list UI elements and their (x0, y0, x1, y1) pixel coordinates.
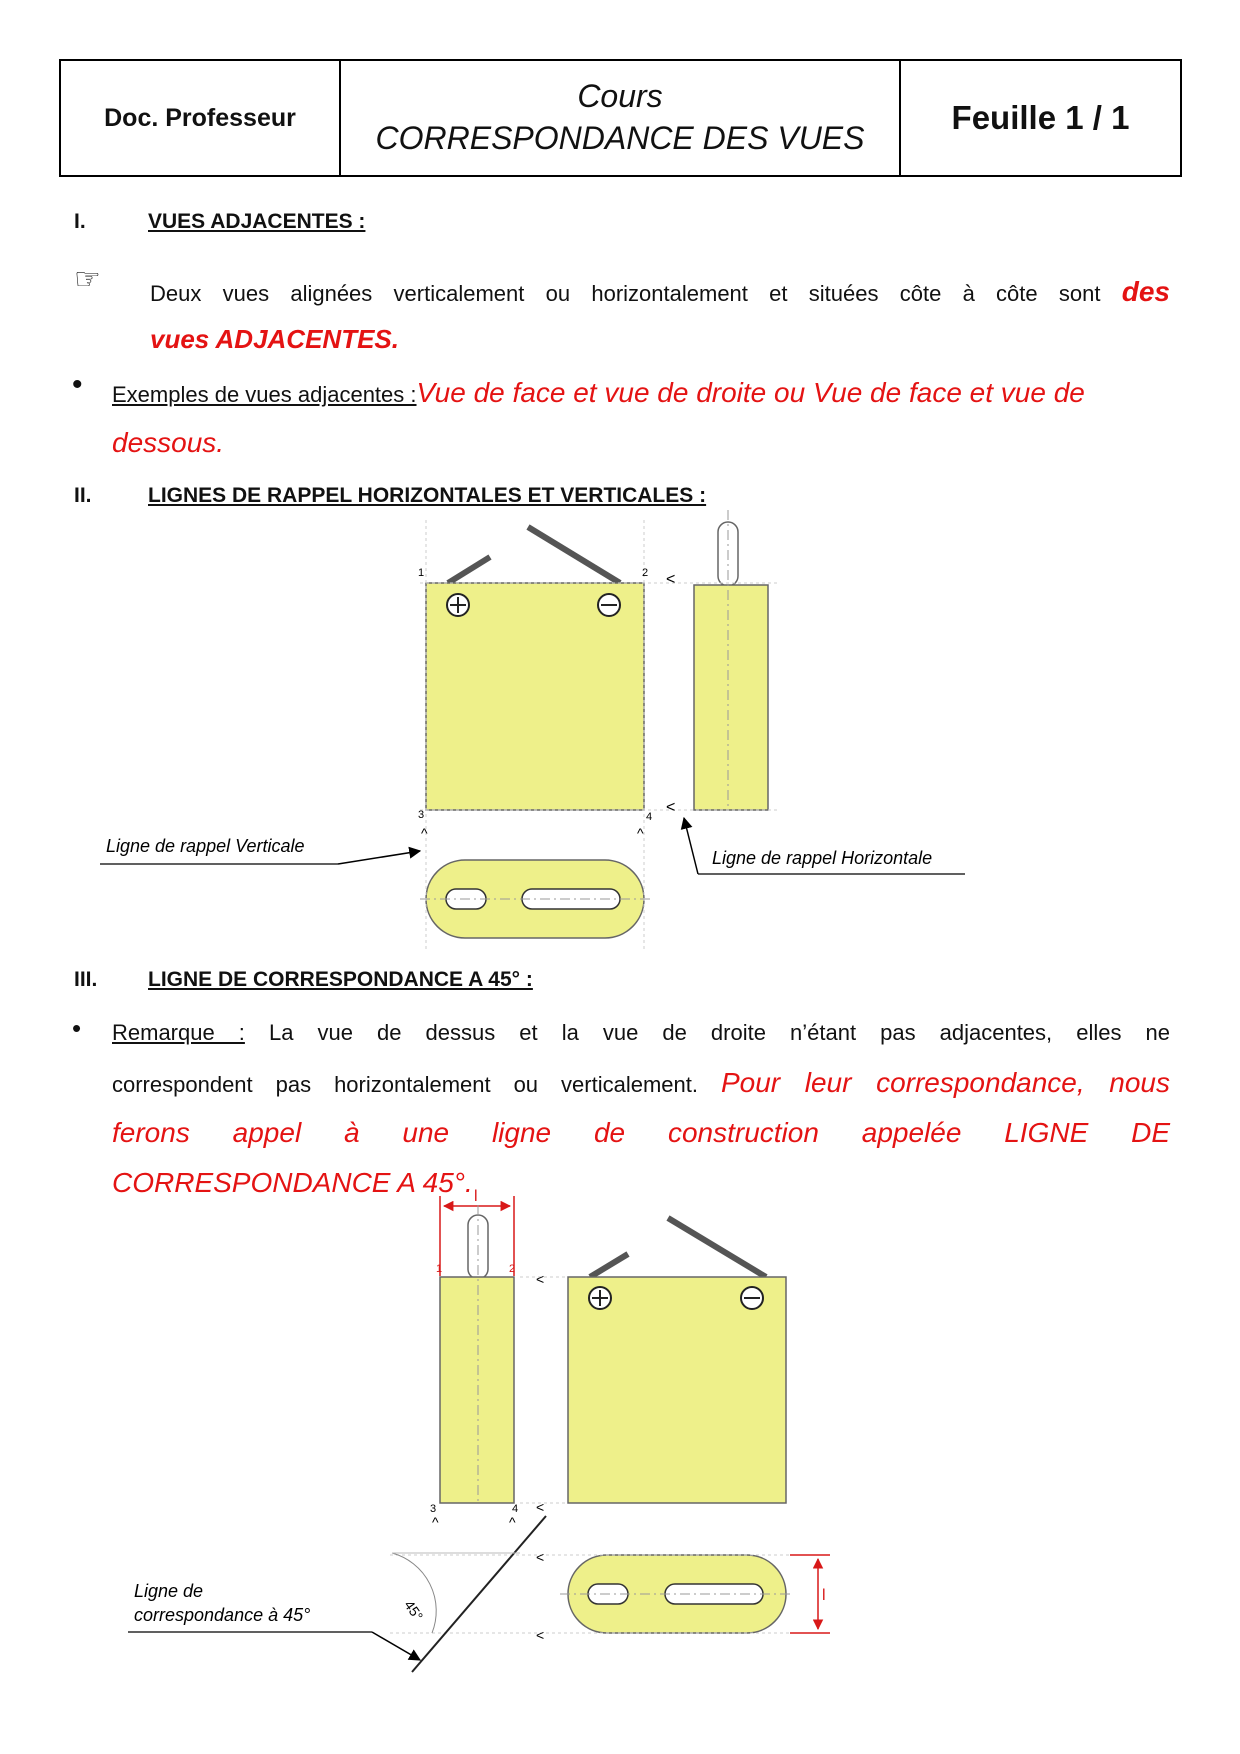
corner-label-4: 4 (512, 1503, 519, 1515)
dimension-label-top: l (474, 1188, 478, 1205)
section-3-line4-red: CORRESPONDANCE A 45°. (112, 1167, 473, 1198)
chevron-left-icon: < (666, 571, 676, 588)
bottom-view-2 (560, 1555, 792, 1633)
header-doc-type: Doc. Professeur (61, 61, 341, 175)
section-3-line2-text: correspondent pas horizontalement ou verticalement. (112, 1072, 698, 1097)
section-3-line2-red: Pour leur correspondance, nous (720, 1067, 1171, 1098)
side-view-2 (440, 1205, 514, 1503)
header-title-line2: CORRESPONDANCE DES VUES (375, 120, 865, 156)
section-3-number: III. (74, 968, 98, 991)
chevron-left-icon: < (536, 1627, 545, 1643)
section-1-line1-text: Deux vues alignées verticalement ou horizontalement et situées côte à côte sont (150, 281, 1101, 306)
front-view-2 (568, 1218, 786, 1503)
header-title-line1: Cours (577, 78, 663, 115)
front-view-1 (426, 527, 644, 810)
example-red-line2: dessous. (112, 427, 225, 458)
remark-label: Remarque : (112, 1020, 245, 1045)
section-1-number: I. (74, 210, 86, 233)
chevron-up-icon: ^ (509, 1514, 516, 1530)
construction-line-45 (412, 1516, 546, 1672)
chevron-left-icon: < (536, 1271, 545, 1287)
chevron-left-icon: < (536, 1549, 545, 1565)
figure-adjacent-views (100, 510, 965, 950)
label-vertical-recall-line: Ligne de rappel Verticale (106, 836, 305, 856)
section-3-line1 (112, 1008, 1170, 1058)
example-red-line1: Vue de face et vue de droite ou Vue de face et vue de (416, 377, 1085, 408)
section-2-number: II. (74, 484, 92, 507)
label-45-line1: Ligne de (134, 1581, 204, 1601)
section-3-title: LIGNE DE CORRESPONDANCE A 45° : (148, 968, 533, 991)
dimension-right (790, 1555, 830, 1633)
corner-label-3: 3 (430, 1503, 437, 1515)
corner-label-2: 2 (642, 567, 649, 579)
label-horizontal-recall-line: Ligne de rappel Horizontale (712, 848, 933, 868)
figure-45-correspondence (128, 1188, 830, 1672)
angle-label: 45° (401, 1597, 427, 1624)
header-sheet: Feuille 1 / 1 (951, 99, 1130, 136)
section-2-title: LIGNES DE RAPPEL HORIZONTALES ET VERTICALES : (148, 484, 707, 507)
chevron-up-icon: ^ (637, 825, 644, 841)
bullet: • (72, 368, 83, 401)
corner-label-1: 1 (418, 567, 425, 579)
corner-label-4: 4 (646, 811, 653, 823)
section-1-line2-red: vues ADJACENTES. (150, 324, 399, 354)
section-3-line1-text: La vue de dessus et la vue de droite n’étant pas adjacentes, elles ne (268, 1020, 1170, 1045)
chevron-up-icon: ^ (421, 825, 428, 841)
label-45-line2: correspondance à 45° (134, 1605, 311, 1625)
chevron-left-icon: < (536, 1499, 545, 1515)
corner-label-1: 1 (436, 1263, 443, 1275)
section-1-line1-red: des (1121, 276, 1170, 307)
section-3-heading (74, 968, 533, 992)
chevron-left-icon: < (666, 799, 676, 816)
chevron-up-icon: ^ (432, 1514, 439, 1530)
section-1-title: VUES ADJACENTES : (148, 210, 366, 233)
hand-pointer-icon: ☞ (74, 263, 101, 296)
corner-label-3: 3 (418, 809, 425, 821)
bullet: • (72, 1013, 82, 1043)
right-view-1 (694, 510, 768, 810)
dimension-label-right: l (822, 1587, 826, 1604)
corner-label-2: 2 (509, 1263, 516, 1275)
bottom-view-1 (420, 860, 650, 938)
example-label: Exemples de vues adjacentes : (112, 382, 417, 407)
section-3-line3-red: ferons appel à une ligne de construction appelée LIGNE DE (112, 1117, 1170, 1148)
section-3-line2 (112, 1058, 1170, 1110)
